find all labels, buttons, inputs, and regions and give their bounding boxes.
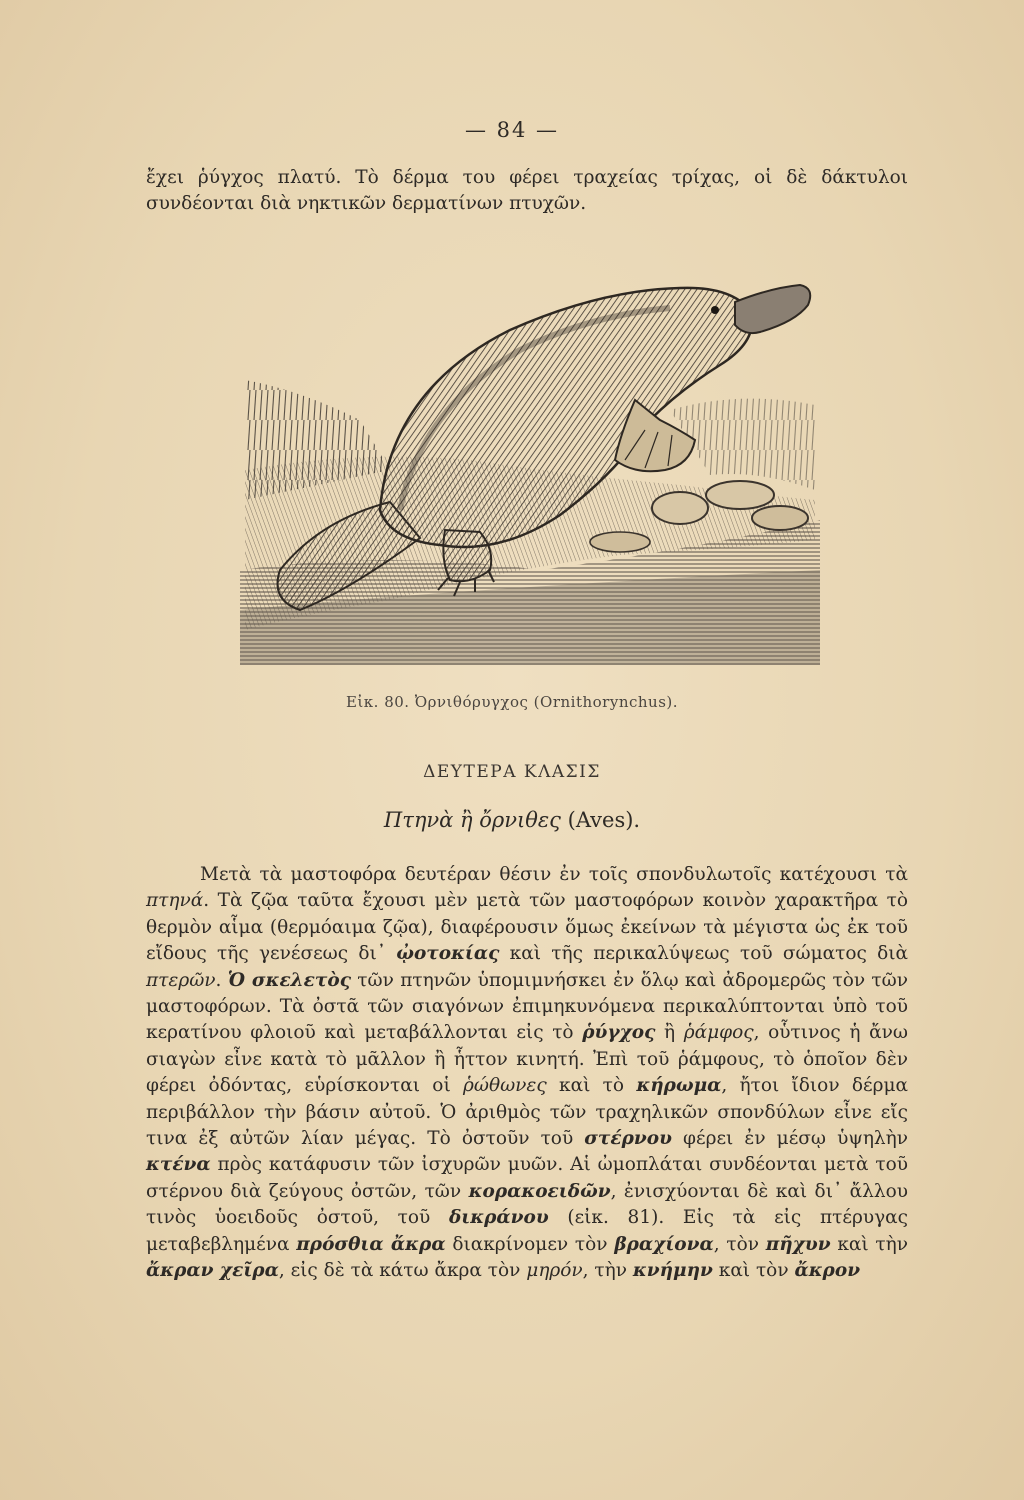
body-segment: , ἤτοι ἴδιον δέρμα περιβάλλον τὴν βάσιν αὐτοῦ. Ὁ ἀριθμὸς τῶν τραχηλικῶν σπονδύλων εἶνε εἴς τινα ἐξ αὐτῶν λίαν μέγας. Τὸ ὀστοῦν τοῦ — [146, 1075, 908, 1150]
term: ῥώθωνες — [463, 1075, 547, 1097]
body-segment: , τὸν — [713, 1233, 766, 1255]
platypus-engraving-icon — [240, 270, 820, 665]
term: ἄκραν χεῖρα — [146, 1260, 279, 1282]
subheading — [0, 808, 1024, 832]
term: ῥύγχος — [582, 1022, 656, 1044]
body-segment: καὶ τὸ — [546, 1075, 637, 1097]
term: μηρόν — [526, 1260, 583, 1282]
term: πτερῶν — [146, 969, 216, 991]
figure-caption: Εἰκ. 80. Ὀρνιθόρυγχος (Ornithorynchus). — [345, 693, 679, 711]
term: ἄκρον — [794, 1260, 861, 1282]
term: βραχίονα — [614, 1233, 714, 1255]
body-segment: διακρίνομεν τὸν — [445, 1233, 615, 1255]
page-number: — 84 — — [464, 118, 560, 142]
body-segment: ἢ — [655, 1022, 684, 1044]
body-text — [146, 862, 908, 1285]
term: ῥάμφος — [683, 1022, 754, 1044]
body-segment: τῶν πτηνῶν ὑπομιμνήσκει ἐν ὅλῳ καὶ ἀδρομερῶς τὸν τῶν μαστοφόρων. Τὰ ὀστᾶ τῶν σιαγόνων ἐπιμηκυνόμενα περικαλύπτονται ὑπὸ τοῦ κερατίνου φλοιοῦ καὶ μεταβάλλονται εἰς τὸ — [146, 969, 908, 1044]
term: κορακοειδῶν — [468, 1180, 611, 1202]
term: κνήμην — [632, 1260, 713, 1282]
body-segment: , ἐνισχύονται δὲ καὶ δι᾿ ἄλλου τινὸς ὑοειδοῦς ὀστοῦ, τοῦ — [146, 1180, 908, 1229]
body-segment: φέρει ἐν μέσῳ ὑψηλὴν — [671, 1128, 908, 1150]
term: πῆχυν — [765, 1233, 831, 1255]
body-segment: . — [215, 969, 228, 991]
term: ᾠοτοκίας — [396, 943, 500, 965]
body-segment: . Τὰ ζῷα ταῦτα ἔχουσι μὲν μετὰ τῶν μαστοφόρων κοινὸν χαρακτῆρα τὸ θερμὸν αἷμα (θερμόαιμα ζῷα), διαφέρουσιν ὅμως ἐκείνων τὰ μέγιστα ὡς ἐκ τοῦ εἴδους τῆς γενέσεως δι᾿ — [146, 890, 908, 965]
body-segment: , οὗτινος ἡ ἄνω σιαγὼν εἶνε κατὰ τὸ μᾶλλον ἢ ἧττον κινητή. Ἐπὶ τοῦ ῥάμφους, τὸ ὁποῖον δὲν φέρει ὀδόντας, εὑρίσκονται οἱ — [146, 1022, 908, 1097]
body-segment: Μετὰ τὰ μαστοφόρα δευτέραν θέσιν ἐν τοῖς σπονδυλωτοῖς κατέχουσι τὰ — [200, 864, 908, 885]
term: πτηνά — [146, 890, 204, 912]
term: στέρνου — [584, 1128, 672, 1150]
body-segment: καὶ τὴν — [830, 1233, 908, 1255]
intro-text: ἔχει ῥύγχος πλατύ. Τὸ δέρμα του φέρει τραχείας τρίχας, οἱ δὲ δάκτυλοι συνδέονται διὰ νηκτικῶν δερματίνων πτυχῶν. — [146, 167, 908, 215]
subheading-greek: Πτηνὰ ἢ ὄρνιθες — [383, 808, 561, 832]
section-heading: ΔΕΥΤΕΡΑ ΚΛΑΣΙΣ — [423, 762, 601, 782]
intro-paragraph — [146, 165, 908, 218]
subheading-latin: (Aves). — [567, 808, 641, 832]
term: δικράνου — [448, 1207, 549, 1229]
body-segment: καὶ τὸν — [712, 1260, 795, 1282]
body-segment: καὶ τῆς περικαλύψεως τοῦ σώματος διὰ — [499, 943, 908, 965]
body-segment: (εἰκ. 81). Εἰς τὰ εἰς πτέρυγας μεταβεβλημένα — [146, 1207, 908, 1255]
term: κτένα — [146, 1154, 211, 1176]
body-segment: , τὴν — [582, 1260, 633, 1282]
term: Ὁ σκελετὸς — [227, 969, 351, 991]
term: κήρωμα — [636, 1075, 722, 1097]
body-paragraph — [146, 862, 908, 1285]
body-segment: , εἰς δὲ τὰ κάτω ἄκρα τὸν — [278, 1260, 527, 1282]
term: πρόσθια ἄκρα — [296, 1233, 446, 1255]
body-segment: πρὸς κατάφυσιν τῶν ἰσχυρῶν μυῶν. Αἱ ὠμοπλάται συνδέονται μετὰ τοῦ στέρνου διὰ ζεύγους ὀστῶν, τῶν — [146, 1154, 908, 1202]
